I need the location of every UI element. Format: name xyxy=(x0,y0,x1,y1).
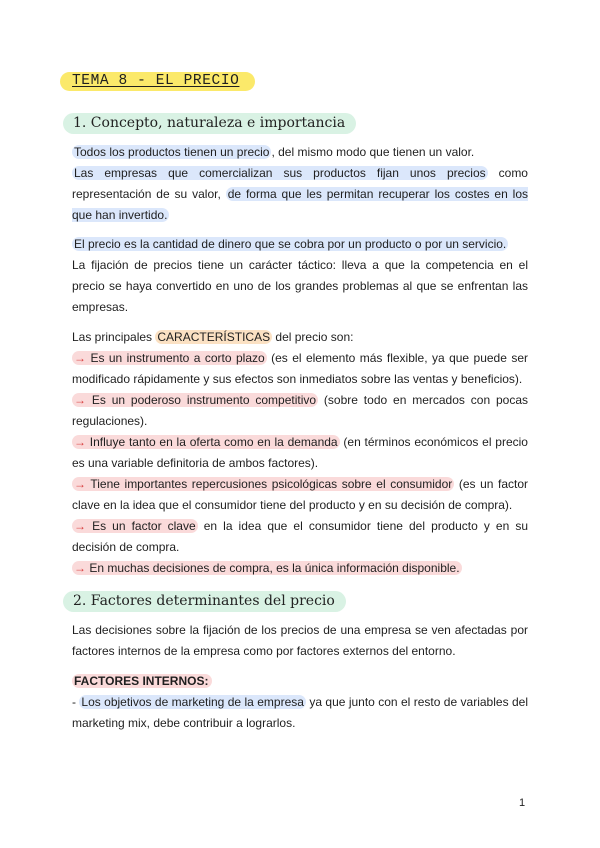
highlight-caracteristicas: CARACTERÍSTICAS xyxy=(157,330,271,344)
section-1-heading: 1. Concepto, naturaleza e importancia xyxy=(63,113,356,134)
highlight-recover-costs: de forma que les permitan recuperar los costes en los que han invertido. xyxy=(72,187,528,222)
internal-factors xyxy=(72,671,528,734)
item-4-hl: Tiene importantes repercusiones psicológicas sobre el consumidor xyxy=(90,477,453,491)
item-5-hl: Es un factor clave xyxy=(92,519,196,533)
list-item xyxy=(72,390,528,432)
arrow-icon: → xyxy=(74,477,86,491)
item-2-hl: Es un poderoso instrumento competitivo xyxy=(91,393,317,407)
item-1-hl: Es un instrumento a corto plazo xyxy=(90,351,265,365)
paragraph-tactical: La fijación de precios tiene un carácter táctico: lleva a que la competencia en el precio se haya convertido en uno de los grandes problemas al que se enfrentan las empresas. xyxy=(72,258,528,314)
list-item xyxy=(72,432,528,474)
item-3-rest: (en términos económicos el precio es una variable definitoria de ambos factores). xyxy=(72,435,528,470)
arrow-icon: → xyxy=(74,393,86,407)
list-item xyxy=(72,516,528,558)
dash-bullet: - xyxy=(72,695,80,709)
item-6-hl: En muchas decisiones de compra, es la única información disponible. xyxy=(89,561,460,575)
highlight-item-4 xyxy=(72,477,454,491)
characteristics-intro xyxy=(72,327,528,348)
arrow-icon: → xyxy=(74,435,86,449)
item-5-rest: en la idea que el consumidor tiene del producto y en su decisión de compra. xyxy=(72,519,528,554)
page-number: 1 xyxy=(519,797,526,809)
list-item xyxy=(72,558,528,579)
highlight-item-1 xyxy=(72,351,267,365)
paragraph-products-price xyxy=(72,142,528,163)
highlight-price-definition: El precio es la cantidad de dinero que se cobra por un producto o por un servicio. xyxy=(74,237,507,251)
text-objectives-rest: ya que junto con el resto de variables del marketing mix, debe contribuir a lograrlos. xyxy=(72,695,528,730)
item-3-hl: Influye tanto en la oferta como en la demanda xyxy=(89,435,338,449)
internal-factors-label: FACTORES INTERNOS: xyxy=(72,674,212,688)
text-products-price-rest: , del mismo modo que tienen un valor. xyxy=(271,145,475,159)
highlight-companies: Las empresas que comercializan sus productos fijan unos precios xyxy=(74,166,486,180)
highlight-item-5 xyxy=(72,519,198,533)
highlight-marketing-objectives: Los objetivos de marketing de la empresa xyxy=(81,695,304,709)
paragraph-price-definition xyxy=(72,234,528,255)
text-char-pre: Las principales xyxy=(72,330,156,344)
text-char-post: del precio son: xyxy=(272,330,354,344)
item-2-rest: (sobre todo en mercados con pocas regulaciones). xyxy=(72,393,528,428)
highlight-products-price: Todos los productos tienen un precio xyxy=(74,145,270,159)
item-4-rest: (es un factor clave en la idea que el consumidor tiene del producto y en su decisión de compra). xyxy=(72,477,529,512)
highlight-item-6 xyxy=(72,561,462,575)
document-title: TEMA 8 - EL PRECIO xyxy=(60,72,255,91)
section-2-heading: 2. Factores determinantes del precio xyxy=(63,591,346,612)
item-1-rest: (es el elemento más flexible, ya que puede ser modificado rápidamente y sus efectos son inmediatos sobre las ventas y beneficios). xyxy=(72,351,528,386)
internal-factor-objectives xyxy=(72,692,528,734)
highlight-item-3 xyxy=(72,435,340,449)
arrow-icon: → xyxy=(74,519,86,533)
text-companies-mid: como representación de su valor, xyxy=(72,166,528,201)
section-1-definition xyxy=(72,234,528,318)
paragraph-companies xyxy=(72,163,528,226)
section-1-intro xyxy=(72,142,528,226)
list-item xyxy=(72,348,528,390)
list-item xyxy=(72,474,528,516)
internal-factors-label-line xyxy=(72,671,528,692)
arrow-icon: → xyxy=(74,351,86,365)
section-2-intro: Las decisiones sobre la fijación de los precios de una empresa se ven afectadas por factores internos de la empresa como por factores externos del entorno. xyxy=(72,623,528,658)
characteristics-list xyxy=(72,327,528,579)
arrow-icon: → xyxy=(74,561,86,575)
highlight-item-2 xyxy=(72,393,318,407)
